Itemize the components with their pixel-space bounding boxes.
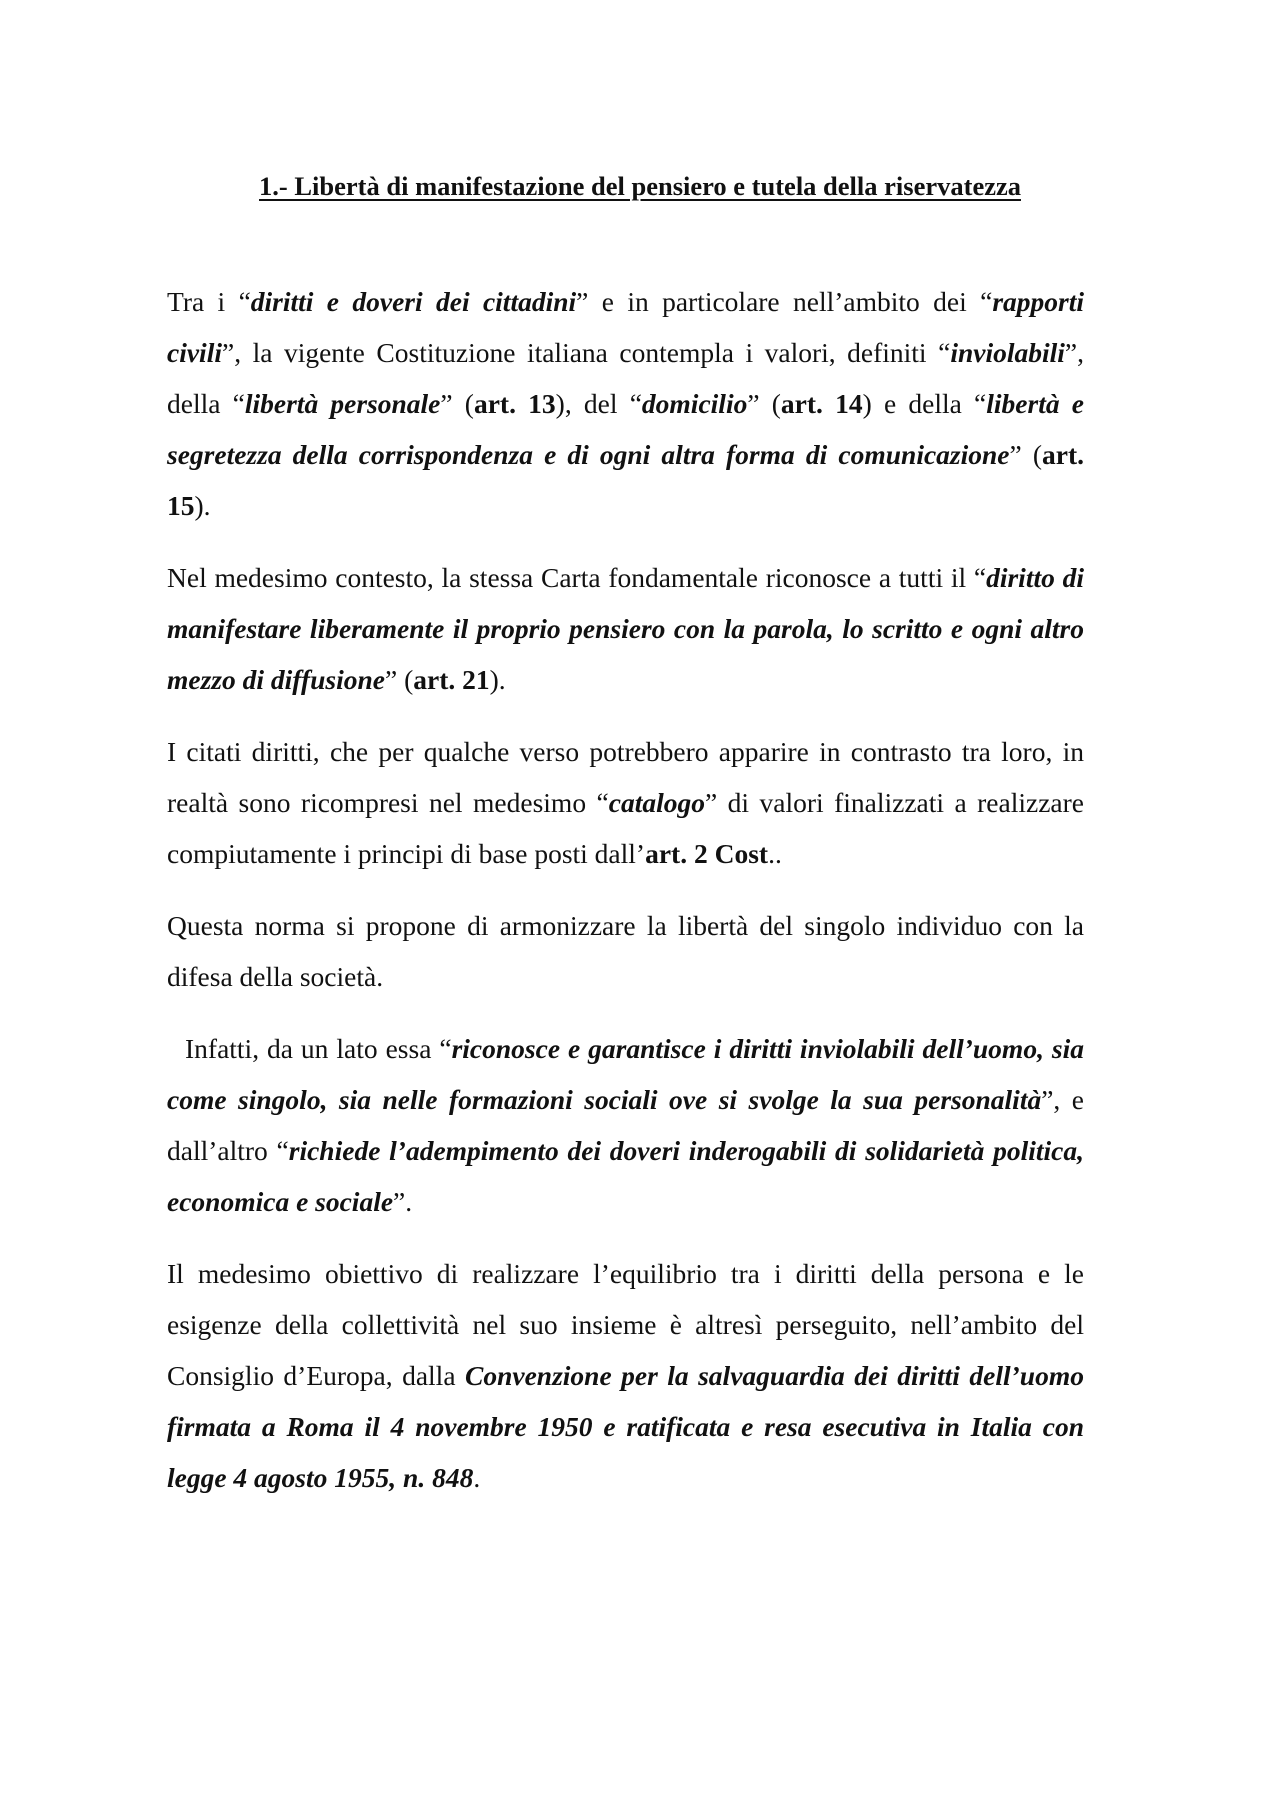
plain-text: ” (	[1009, 439, 1042, 470]
plain-text: Tra i “	[167, 286, 251, 317]
plain-text: ), del “	[555, 388, 642, 419]
emphasis-text: diritti e doveri dei cittadini	[250, 286, 577, 317]
plain-text: Nel medesimo contesto, la stessa Carta fondamentale riconosce a tutti il “	[167, 562, 987, 593]
paragraph-p4	[167, 900, 1084, 1002]
plain-text: Questa norma si propone di armonizzare la libertà del singolo individuo con la difesa della società.	[167, 910, 1084, 992]
emphasis-text: libertà personale	[244, 388, 441, 419]
bold-text: art. 14	[780, 388, 863, 419]
emphasis-text: rapporti civili	[167, 286, 1084, 368]
plain-text: ” (	[747, 388, 781, 419]
paragraph-p6	[167, 1248, 1084, 1503]
bold-text: art. 13	[473, 388, 556, 419]
section-heading	[0, 168, 1280, 204]
plain-text: ” di valori finalizzati a realizzare compiutamente i principi di base posti dall’	[167, 787, 1084, 869]
plain-text: ) e della “	[862, 388, 987, 419]
bold-text: art. 15	[167, 439, 1084, 521]
plain-text: ” (	[440, 388, 474, 419]
paragraph-p5	[167, 1023, 1084, 1227]
plain-text: ).	[489, 664, 506, 695]
emphasis-text: riconosce e garantisce i diritti inviolabili dell’uomo, sia come singolo, sia nelle formazioni sociali ove si svolge la sua personalità	[167, 1033, 1084, 1115]
emphasis-text: domicilio	[641, 388, 748, 419]
paragraph-p1	[167, 276, 1084, 531]
plain-text: .	[473, 1462, 481, 1493]
section-heading-text: 1.- Libertà di manifestazione del pensiero e tutela della riservatezza	[259, 171, 1021, 201]
emphasis-text: Convenzione per la salvaguardia dei diritti dell’uomo firmata a Roma il 4 novembre 1950 e ratificata e resa esecutiva in Italia con legge 4 agosto 1955, n. 848	[167, 1360, 1084, 1493]
plain-text: ).	[194, 490, 211, 521]
plain-text: ” (	[385, 664, 414, 695]
plain-text: ”, la vigente Costituzione italiana contempla i valori, definiti “	[221, 337, 951, 368]
plain-text: Infatti, da un lato essa “	[185, 1033, 452, 1064]
emphasis-text: diritto di manifestare liberamente il proprio pensiero con la parola, lo scritto e ogni altro mezzo di diffusione	[167, 562, 1084, 695]
bold-text: art. 2 Cost	[645, 838, 769, 869]
plain-text: ”.	[393, 1186, 413, 1217]
paragraph-p3	[167, 726, 1084, 879]
emphasis-text: libertà e segretezza della corrispondenza e di ogni altra forma di comunicazione	[167, 388, 1084, 470]
plain-text: Il medesimo obiettivo di realizzare l’equilibrio tra i diritti della persona e le esigenze della collettività nel suo insieme è altresì perseguito, nell’ambito del Consiglio d’Europa, dalla	[167, 1258, 1084, 1391]
bold-text: art. 21	[413, 664, 490, 695]
emphasis-text: richiede l’adempimento dei doveri inderogabili di solidarietà politica, economica e sociale	[167, 1135, 1084, 1217]
plain-text: ..	[768, 838, 782, 869]
plain-text: ”, della “	[167, 337, 1084, 419]
plain-text: I citati diritti, che per qualche verso potrebbero apparire in contrasto tra loro, in realtà sono ricompresi nel medesimo “	[167, 736, 1084, 818]
emphasis-text: inviolabili	[950, 337, 1065, 368]
plain-text: ”, e dall’altro “	[167, 1084, 1084, 1166]
paragraph-p2	[167, 552, 1084, 705]
emphasis-text: catalogo	[608, 787, 705, 818]
plain-text: ” e in particolare nell’ambito dei “	[576, 286, 993, 317]
document-body	[167, 276, 1084, 1524]
